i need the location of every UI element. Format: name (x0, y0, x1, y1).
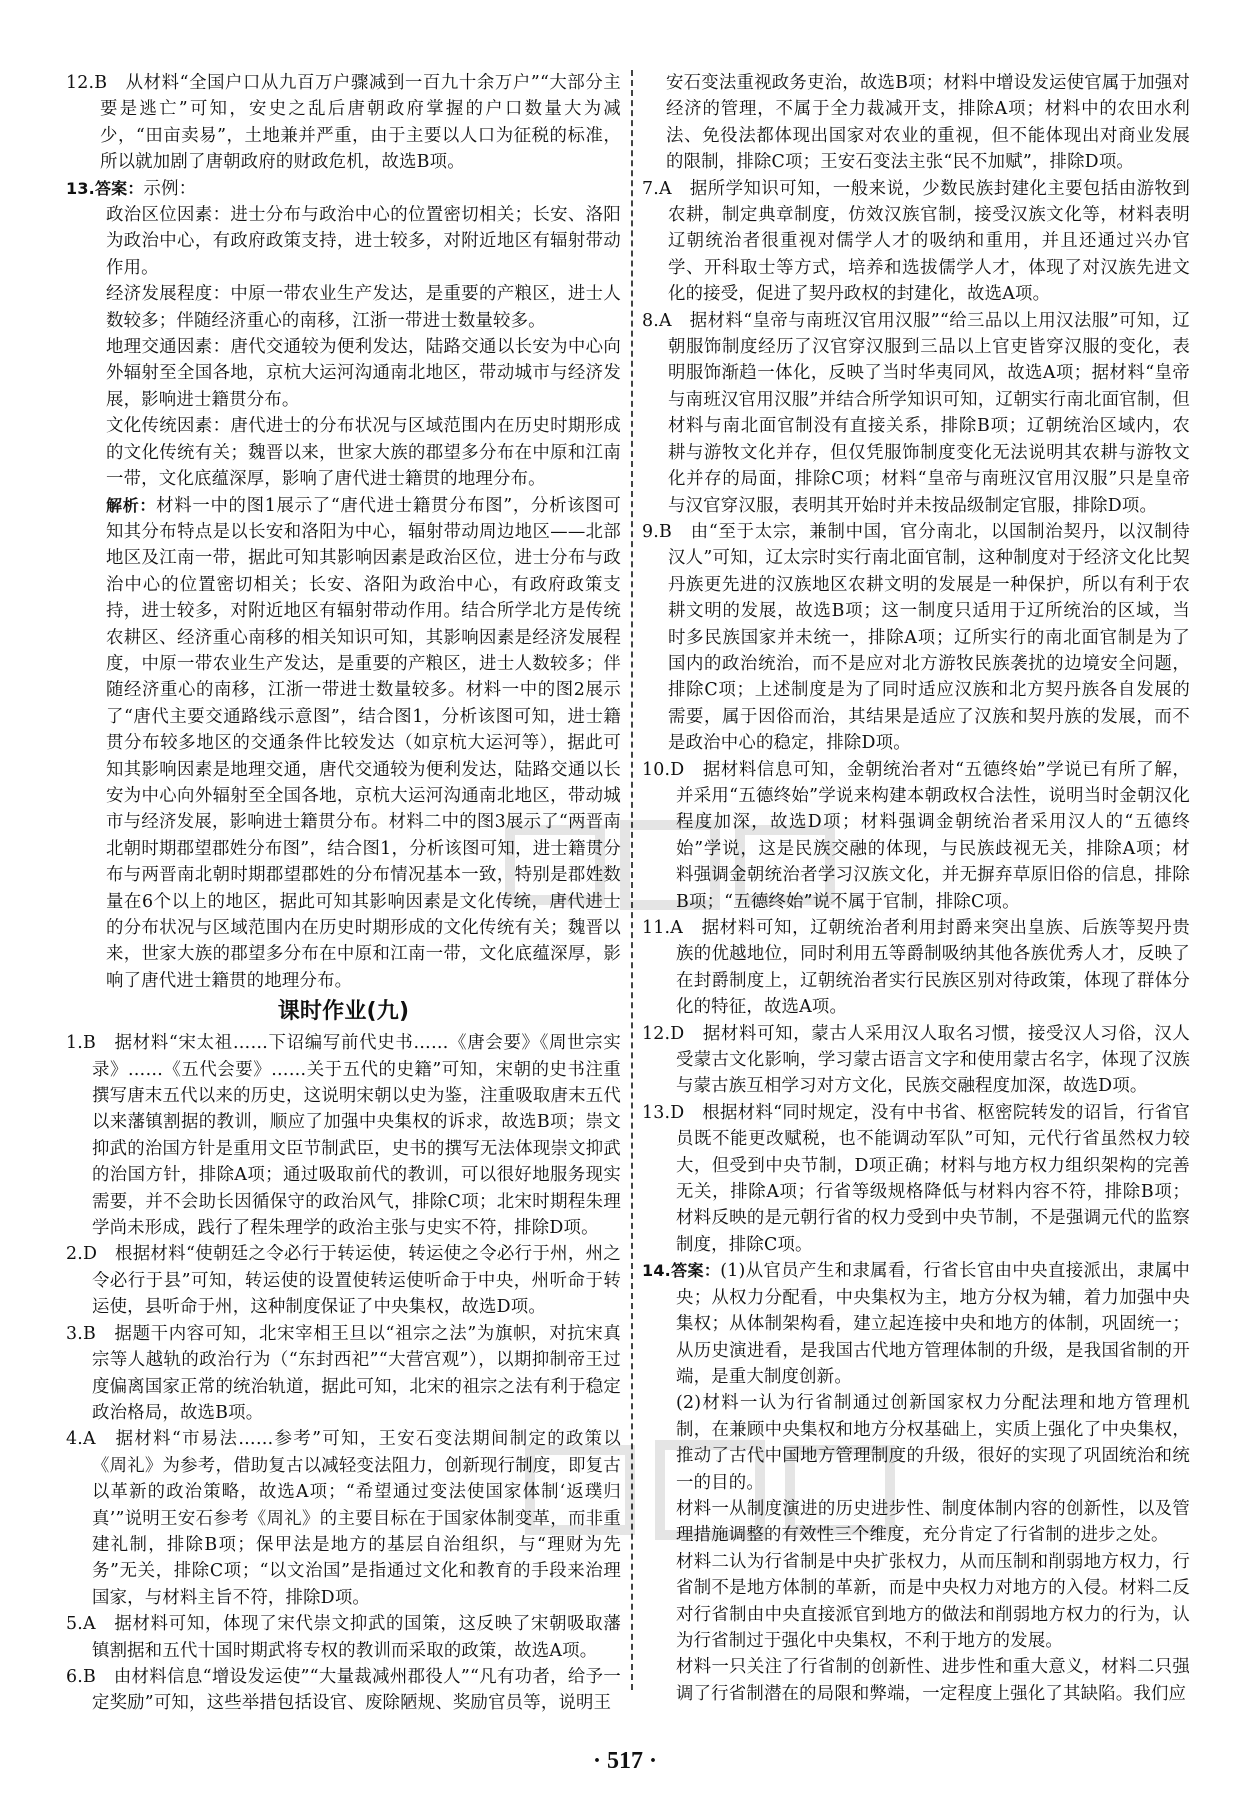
question-3: 3.B 据题干内容可知，北宋宰相王旦以“祖宗之法”为旗帜，对抗宋真宗等人越轨的政治行为（“东封西祀”“大营宫观”），以期抑制帝王过度偏离国家正常的统治轨道，据此可知，北宋的祖宗之法有利于稳定政治格局，故选B项。 (66, 1323, 621, 1423)
question-14-part2-c: 材料二认为行省制是中央扩张权力，从而压制和削弱地方权力，行省制不是地方体制的革新，而是中央权力对地方的入侵。材料二反对行省制由中央直接派官到地方的做法和削弱地方权力的行为，认为行省制过于强化中央集权，不利于地方的发展。 (676, 1551, 1190, 1651)
page-number: · 517 · (592, 1748, 657, 1774)
column-divider (631, 70, 633, 1690)
answer-label: 14.答案： (642, 1261, 721, 1281)
section-title: 课时作业(九) (277, 999, 410, 1025)
question-14-part1: (1)从官员产生和隶属看，行省长官由中央直接派出，隶属中央；从权力分配看，中央集权为主，地方分权为辅，着力加强中央集权；从体制架构看，建立起连接中央和地方的体制，巩固统一；从历史演进看，是我国古代地方管理体制的升级，是我国省制的开端，是重大制度创新。 (676, 1261, 1190, 1387)
left-column (66, 70, 621, 1717)
answer-13-culture: 文化传统因素：唐代进士的分布状况与区域范围内在历史时期形成的文化传统有关；魏晋以来，世家大族的郡望多分布在中原和江南一带，文化底蕴深厚，影响了唐代进士籍贯的地理分布。 (106, 416, 621, 490)
question-9: 9.B 由“至于太宗，兼制中国，官分南北，以国制治契丹，以汉制待汉人”可知，辽太宗时实行南北面官制，这种制度对于经济文化比契丹族更先进的汉族地区农耕文明的发展是一种保护，所以有利于农耕文明的发展，故选B项；这一制度只适用于辽所统治的区域，当时多民族国家并未统一，排除A项；辽所实行的南北面官制是为了国内的政治统治，而不是应对北方游牧民族袭扰的边境安全问题，排除C项；上述制度是为了同时适应汉族和北方契丹族各自发展的需要，属于因俗而治，其结果是适应了汉族和契丹族的发展，而不是政治中心的稳定，排除D项。 (642, 521, 1190, 754)
answer-13-political: 政治区位因素：进士分布与政治中心的位置密切相关；长安、洛阳为政治中心，有政府政策支持，进士较多，对附近地区有辐射带动作用。 (106, 205, 621, 278)
question-12: 12.D 据材料可知，蒙古人采用汉人取名习惯，接受汉人习俗，汉人受蒙古文化影响，学习蒙古语言文字和使用蒙古名字，体现了汉族与蒙古族互相学习对方文化，民族交融程度加深，故选D项。 (642, 1023, 1190, 1097)
analysis-13 (66, 493, 621, 995)
question-8: 8.A 据材料“皇帝与南班汉官用汉服”“给三品以上用汉法服”可知，辽朝服饰制度经历了汉官穿汉服到三品以上官吏皆穿汉服的变化，表明服饰渐趋一体化，反映了当时华夷同风，故选A项；据材料“皇帝与南班汉官用汉服”并结合所学知识可知，辽朝实行南北面官制，但材料与南北面官制没有直接关系，排除B项；辽朝统治区域内，农耕与游牧文化并存，但仅凭服饰制度变化无法说明其农耕与游牧文化并存的局面，排除C项；材料“皇帝与南班汉官用汉服”只是皇帝与汉官穿汉服，表明其开始时并未按品级制定官服，排除D项。 (642, 310, 1190, 516)
question-13: 13.D 根据材料“同时规定，没有中书省、枢密院转发的诏旨，行省官员既不能更改赋税，也不能调动军队”可知，元代行省虽然权力较大，但受到中央节制，D项正确；材料与地方权力组织架构的完善无关，排除A项；行省等级规格降低与材料内容不符，排除B项；材料反映的是元朝行省的权力受到中央节制，不是强调元代的监察制度，排除C项。 (642, 1102, 1190, 1255)
question-10: 10.D 据材料信息可知，金朝统治者对“五德终始”学说已有所了解，并采用“五德终始”学说来构建本朝政权合法性，说明当时金朝汉化程度加深，故选D项；材料强调金朝统治者采用汉人的“五德终始”学说，这是民族交融的体现，与民族歧视无关，排除A项；材料强调金朝统治者学习汉族文化，并无摒弃草原旧俗的信息，排除B项；“五德终始”说不属于官制，排除C项。 (642, 759, 1190, 912)
question-6-continued: 安石变法重视政务吏治，故选B项；材料中增设发运使官属于加强对经济的管理，不属于全力裁减开支，排除A项；材料中的农田水利法、免役法都体现出国家对农业的重视，但不能体现出对商业发展的限制，排除C项；王安石变法主张“民不加赋”，排除D项。 (666, 73, 1190, 173)
analysis-label: 解析： (106, 495, 157, 515)
question-11: 11.A 据材料可知，辽朝统治者利用封爵来突出皇族、后族等契丹贵族的优越地位，同时利用五等爵制吸纳其他各族优秀人才，反映了在封爵制度上，辽朝统治者实行民族区别对待政策，体现了群体分化的特征，故选A项。 (642, 918, 1190, 1018)
answer-13-transport: 地理交通因素：唐代交通较为便利发达，陆路交通以长安为中心向外辐射至全国各地，京杭大运河沟通南北地区，带动城市与经济发展，影响进士籍贯分布。 (106, 337, 621, 410)
right-column (642, 70, 1190, 1707)
question-14 (642, 1258, 1190, 1390)
question-7: 7.A 据所学知识可知，一般来说，少数民族封建化主要包括由游牧到农耕，制定典章制度，仿效汉族官制，接受汉族文化等，材料表明辽朝统治者很重视对儒学人才的吸纳和重用，并且还通过兴办官学、开科取士等方式，培养和选拔儒学人才，体现了对汉族先进文化的接受，促进了契丹政权的封建化，故选A项。 (642, 178, 1190, 305)
answer-13-head: 示例： (143, 178, 197, 199)
question-14-part2-b: 材料一从制度演进的历史进步性、制度体制内容的创新性，以及管理措施调整的有效性三个维度，充分肯定了行省制的进步之处。 (676, 1498, 1190, 1546)
answer-13 (66, 176, 621, 202)
question-5: 5.A 据材料可知，体现了宋代崇文抑武的国策，这反映了宋朝吸取藩镇割据和五代十国时期武将专权的教训而采取的政策，故选A项。 (66, 1614, 621, 1661)
question-14-part2-d: 材料一只关注了行省制的创新性、进步性和重大意义，材料二只强调了行省制潜在的局限和弊端，一定程度上强化了其缺陷。我们应 (676, 1657, 1190, 1704)
question-1: 1.B 据材料“宋太祖……下诏编写前代史书……《唐会要》《周世宗实录》……《五代会要》……关于五代的史籍”可知，宋朝的史书注重撰写唐末五代以来的历史，这说明宋朝以史为鉴，注重吸取唐末五代以来藩镇割据的教训，顺应了加强中央集权的诉求，故选B项；崇文抑武的治国方针是重用文臣节制武臣，史书的撰写无法体现崇文抑武的治国方针，排除A项；通过吸取前代的教训，可以很好地服务现实需要，并不会助长因循保守的政治风气，排除C项；北宋时期程朱理学尚未形成，践行了程朱理学的政治主张与史实不符，排除D项。 (66, 1033, 621, 1239)
question-2: 2.D 根据材料“使朝廷之令必行于转运使，转运使之令必行于州，州之令必行于县”可知，转运使的设置使转运使听命于中央，州听命于转运使，县听命于州，这种制度保证了中央集权，故选D项。 (66, 1244, 621, 1318)
question-14-part2: (2)材料一认为行省制通过创新国家权力分配法理和地方管理机制，在兼顾中央集权和地方分权基础上，实质上强化了中央集权，推动了古代中国地方管理制度的升级，很好的实现了巩固统治和统一的目的。 (676, 1393, 1190, 1493)
answer-label: 13.答案： (66, 178, 144, 198)
question-4: 4.A 据材料“市易法……参考”可知，王安石变法期间制定的政策以《周礼》为参考，借助复古以减轻变法阻力，创新现行制度，即复古以革新的政治策略，故选A项；“希望通过变法使国家体制‘返璞归真’”说明王安石参考《周礼》的主要目标在于国家体制变革，而非重建礼制，排除B项；保甲法是地方的基层自治组织，与“理财为先务”无关，排除C项；“以文治国”是指通过文化和教育的手段来治理国家，与材料主旨不符，排除D项。 (66, 1429, 621, 1608)
question-6: 6.B 由材料信息“增设发运使”“大量裁减州郡役人”“凡有功者，给予一定奖励”可知，这些举措包括设官、废除陋规、奖励官员等，说明王 (66, 1666, 621, 1714)
analysis-13-text: 材料一中的图1展示了“唐代进士籍贯分布图”，分析该图可知其分布特点是以长安和洛阳为中心，辐射带动周边地区——北部地区及江南一带，据此可知其影响因素是政治区位，进士分布与政治中心的位置密切相关；长安、洛阳为政治中心，有政府政策支持，进士较多，对附近地区有辐射带动作用。结合所学北方是传统农耕区、经济重心南移的相关知识可知，其影响因素是经济发展程度，中原一带农业生产发达，是重要的产粮区，进士人数较多；伴随经济重心的南移，江浙一带进士数量较多。材料一中的图2展示了“唐代主要交通路线示意图”，结合图1，分析该图可知，进士籍贯分布较多地区的交通条件比较发达（如京杭大运河等），据此可知其影响因素是地理交通，唐代交通较为便利发达，陆路交通以长安为中心向外辐射至全国各地，京杭大运河沟通南北地区，带动城市与经济发展，影响进士籍贯分布。材料二中的图3展示了“两晋南北朝时期郡望郡姓分布图”，结合图1，分析该图可知，进士籍贯分布与两晋南北朝时期郡望郡姓的分布情况基本一致，特别是郡姓数量在6个以上的地区，据此可知其影响因素是文化传统，唐代进士的分布状况与区域范围内在历史时期形成的文化传统有关；魏晋以来，世家大族的郡望多分布在中原和江南一带，文化底蕴深厚，影响了唐代进士籍贯的地理分布。 (106, 495, 622, 991)
answer-12: 12.B 从材料“全国户口从九百万户骤减到一百九十余万户”“大部分主要是逃亡”可知，安史之乱后唐朝政府掌握的户口数量大为减少，“田亩卖易”，土地兼并严重，由于主要以人口为征税的标准，所以就加剧了唐朝政府的财政危机，故选B项。 (66, 73, 621, 173)
answer-13-economic: 经济发展程度：中原一带农业生产发达，是重要的产粮区，进士人数较多；伴随经济重心的南移，江浙一带进士数量较多。 (106, 284, 621, 331)
